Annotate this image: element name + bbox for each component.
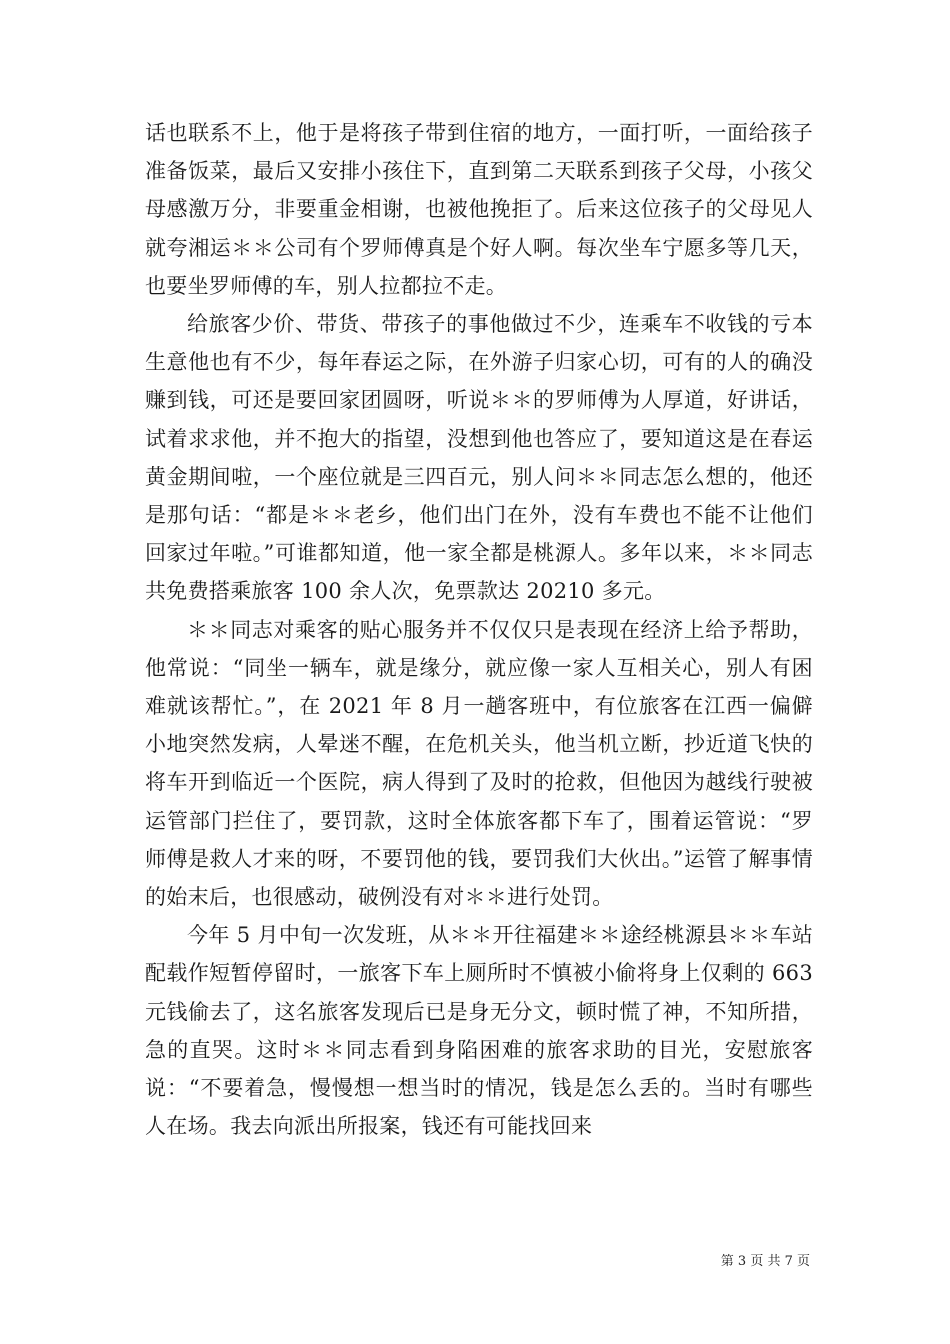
- page-number: 第 3 页 共 7 页: [720, 1254, 810, 1269]
- paragraph-3: ＊＊同志对乘客的贴心服务并不仅仅只是表现在经济上给予帮助，他常说：“同坐一辆车，就是缘分，就应像一家人互相关心，别人有困难就该帮忙。”，在 2021 年 8 月一趟客班中，有位旅客在江西一偏僻小地突然发病，人晕迷不醒，在危机关头，他当机立断，抄近道飞快的将车开到临近一个医院，病人得到了及时的抢救，但他因为越线行驶被运管部门拦住了，要罚款，这时全体旅客都下车了，围着运管说：“罗师傅是救人才来的呀，不要罚他的钱，要罚我们大伙出。”运管了解事情的始末后，也很感动，破例没有对＊＊进行处罚。: [145, 617, 813, 910]
- paragraph-4: 今年 5 月中旬一次发班，从＊＊开往福建＊＊途经桃源县＊＊车站配载作短暂停留时，一旅客下车上厕所时不慎被小偷将身上仅剩的 663 元钱偷去了，这名旅客发现后已是身无分文，顿时慌了神，不知所措，急的直哭。这时＊＊同志看到身陷困难的旅客求助的目光，安慰旅客说：“不要着急，慢慢想一想当时的情况，钱是怎么丢的。当时有哪些人在场。我去向派出所报案，钱还有可能找回来: [145, 923, 813, 1139]
- body-text: [145, 114, 813, 1145]
- paragraph-2: 给旅客少价、带货、带孩子的事他做过不少，连乘车不收钱的亏本生意他也有不少，每年春运之际，在外游子归家心切，可有的人的确没赚到钱，可还是要回家团圆呀，听说＊＊的罗师傅为人厚道，好讲话，试着求求他，并不抱大的指望，没想到他也答应了，要知道这是在春运黄金期间啦，一个座位就是三四百元，别人问＊＊同志怎么想的，他还是那句话：“都是＊＊老乡，他们出门在外，没有车费也不能不让他们回家过年啦。”可谁都知道，他一家全都是桃源人。多年以来，＊＊同志共免费搭乘旅客 100 余人次，免票款达 20210 多元。: [145, 312, 813, 604]
- paragraph-1: 话也联系不上，他于是将孩子带到住宿的地方，一面打听，一面给孩子准备饭菜，最后又安排小孩住下，直到第二天联系到孩子父母，小孩父母感激万分，非要重金相谢，也被他挽拒了。后来这位孩子的父母见人就夸湘运＊＊公司有个罗师傅真是个好人啊。每次坐车宁愿多等几天，也要坐罗师傅的车，别人拉都拉不走。: [145, 121, 813, 298]
